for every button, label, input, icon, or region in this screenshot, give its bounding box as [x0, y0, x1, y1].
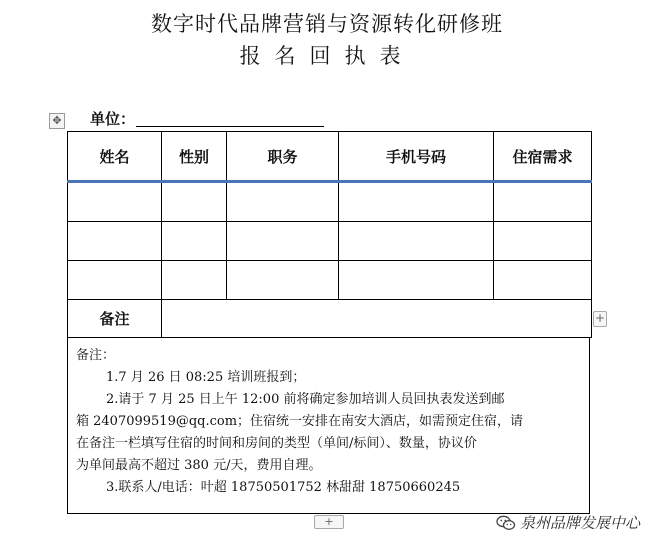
cell-phone[interactable] — [339, 182, 494, 222]
remarks-label: 备注 — [68, 300, 162, 338]
header-phone: 手机号码 — [339, 132, 494, 182]
cell-accommodation[interactable] — [494, 182, 592, 222]
cell-name[interactable] — [68, 182, 162, 222]
unit-label: 单位： — [90, 110, 136, 128]
cell-phone[interactable] — [339, 222, 494, 261]
cell-accommodation[interactable] — [494, 261, 592, 300]
cell-gender[interactable] — [162, 182, 227, 222]
header-accommodation: 住宿需求 — [494, 132, 592, 182]
cell-position[interactable] — [227, 222, 339, 261]
unit-input-line[interactable] — [136, 126, 324, 127]
cell-name[interactable] — [68, 222, 162, 261]
header-gender: 性别 — [162, 132, 227, 182]
cell-name[interactable] — [68, 261, 162, 300]
table-move-handle-icon[interactable]: ✥ — [49, 113, 65, 129]
note-item-2-line-1: 2.请于 7 月 25 日上午 12:00 前将确定参加培训人员回执表发送到邮 — [106, 392, 505, 407]
cell-accommodation[interactable] — [494, 222, 592, 261]
table-row — [68, 182, 592, 222]
watermark-text: 泉州品牌发展中心 — [519, 514, 640, 532]
note-item-3: 3.联系人/电话：叶超 18750501752 林甜甜 18750660245 — [106, 480, 461, 495]
table-row — [68, 222, 592, 261]
cell-gender[interactable] — [162, 222, 227, 261]
note-item-2-line-3: 在备注一栏填写住宿的时间和房间的类型（单间/标间）、数量，协议价 — [76, 436, 477, 451]
cell-gender[interactable] — [162, 261, 227, 300]
cell-phone[interactable] — [339, 261, 494, 300]
cell-position[interactable] — [227, 182, 339, 222]
add-column-button[interactable]: + — [594, 311, 606, 325]
header-name: 姓名 — [68, 132, 162, 182]
note-item-1: 1.7 月 26 日 08:25 培训班报到； — [106, 370, 306, 385]
wechat-icon — [496, 515, 516, 531]
notes-heading: 备注： — [76, 348, 116, 363]
note-item-2-line-2: 箱 2407099519@qq.com；住宿统一安排在南安大酒店，如需预定住宿，请 — [76, 414, 524, 429]
cell-position[interactable] — [227, 261, 339, 300]
remarks-cell[interactable] — [162, 300, 592, 338]
table-row — [68, 261, 592, 300]
add-row-button[interactable]: + — [314, 515, 344, 529]
watermark — [496, 512, 640, 533]
notes-section — [67, 338, 590, 514]
form-subtitle: 报名回执表 — [239, 44, 415, 68]
registration-table — [67, 131, 592, 338]
note-item-2-line-4: 为单间最高不超过 380 元/天，费用自理。 — [76, 458, 322, 473]
header-position: 职务 — [227, 132, 339, 182]
form-title: 数字时代品牌营销与资源转化研修班 — [151, 12, 503, 36]
